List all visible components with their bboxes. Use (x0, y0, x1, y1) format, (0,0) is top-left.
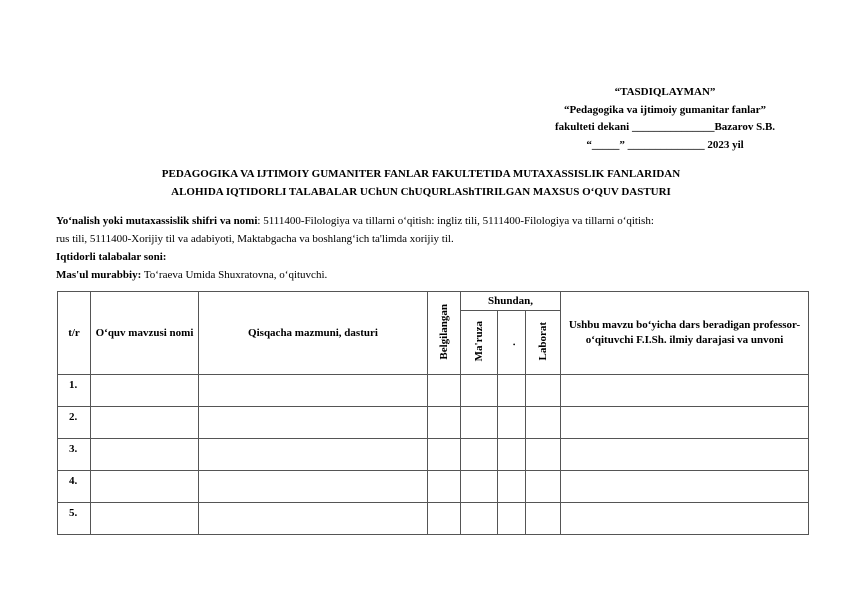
mentor-line (56, 266, 796, 284)
header-allocated-cell (428, 292, 461, 375)
header-practical-cell (498, 311, 526, 375)
cell-content[interactable] (199, 503, 428, 535)
cell-topic[interactable] (91, 375, 199, 407)
title-line-1: PEDAGOGIKA VA IJTIMOIY GUMANITER FANLAR FAKULTETIDA MUTAXASSISLIK FANLARIDAN (161, 168, 681, 180)
cell-practical[interactable] (498, 407, 526, 439)
header-allocated: Belgilangan (438, 303, 450, 360)
header-lab: Laborat (537, 321, 550, 361)
cell-allocated[interactable] (428, 375, 461, 407)
cell-lab[interactable] (526, 503, 561, 535)
cell-teacher[interactable] (561, 503, 809, 535)
cell-lab[interactable] (526, 375, 561, 407)
cell-teacher[interactable] (561, 439, 809, 471)
table-row (58, 503, 809, 535)
cell-allocated[interactable] (428, 503, 461, 535)
approval-block (520, 84, 810, 154)
approval-line-1: “TASDIQLAYMAN” (614, 86, 716, 98)
cell-practical[interactable] (498, 503, 526, 535)
students-label: Iqtidorli talabalar soni: (56, 251, 167, 263)
title-line-2: ALOHIDA IQTIDORLI TALABALAR UChUN ChUQURLAShTIRILGAN MAXSUS O‘QUV DASTURI (171, 186, 671, 198)
header-num: t/r (58, 292, 91, 375)
table-row (58, 375, 809, 407)
cell-lab[interactable] (526, 439, 561, 471)
mentor-value: To‘raeva Umida Shuxratovna, o‘qituvchi. (141, 269, 328, 281)
cell-allocated[interactable] (428, 471, 461, 503)
cell-practical[interactable] (498, 471, 526, 503)
table-row (58, 407, 809, 439)
cell-teacher[interactable] (561, 375, 809, 407)
cell-content[interactable] (199, 407, 428, 439)
header-lecture: Ma'ruza (473, 320, 485, 362)
direction-line-2: rus tili, 5111400-Xorijiy til va adabiyoti, Maktabgacha va boshlang‘ich ta'limda xorijiy til. (56, 233, 454, 245)
header-topic: O‘quv mavzusi nomi (91, 292, 199, 375)
cell-lecture[interactable] (461, 439, 498, 471)
cell-lecture[interactable] (461, 375, 498, 407)
cell-lecture[interactable] (461, 503, 498, 535)
cell-content[interactable] (199, 439, 428, 471)
cell-content[interactable] (199, 471, 428, 503)
cell-practical[interactable] (498, 375, 526, 407)
row-number: 2. (58, 407, 91, 439)
header-row-top (58, 292, 809, 311)
direction-line-1 (56, 212, 796, 230)
cell-lecture[interactable] (461, 471, 498, 503)
table-row (58, 471, 809, 503)
cell-allocated[interactable] (428, 439, 461, 471)
cell-content[interactable] (199, 375, 428, 407)
header-teacher: Ushbu mavzu bo‘yicha dars beradigan professor-o‘qituvchi F.I.Sh. ilmiy darajasi va unvoni (561, 292, 809, 375)
cell-teacher[interactable] (561, 471, 809, 503)
document-title (60, 165, 782, 201)
header-lab-cell (526, 311, 561, 375)
row-number: 5. (58, 503, 91, 535)
mentor-label: Mas'ul murabbiy: (56, 269, 142, 281)
header-content: Qisqacha mazmuni, dasturi (199, 292, 428, 375)
row-number: 3. (58, 439, 91, 471)
cell-topic[interactable] (91, 471, 199, 503)
approval-line-4: “_____” ______________ 2023 yil (586, 138, 744, 151)
curriculum-table (57, 291, 809, 535)
row-number: 1. (58, 375, 91, 407)
cell-topic[interactable] (91, 407, 199, 439)
header-practical: . (505, 342, 518, 346)
cell-teacher[interactable] (561, 407, 809, 439)
table-row (58, 439, 809, 471)
header-lecture-cell (461, 311, 498, 375)
header-of-which: Shundan, (461, 292, 561, 311)
info-block (56, 212, 796, 284)
cell-topic[interactable] (91, 503, 199, 535)
cell-lecture[interactable] (461, 407, 498, 439)
cell-lab[interactable] (526, 407, 561, 439)
approval-line-2: “Pedagogika va ijtimoiy gumanitar fanlar” (563, 103, 767, 116)
direction-value-1: : 5111400-Filologiya va tillarni o‘qitish: ingliz tili, 5111400-Filologiya va tillarni o‘qitish: (257, 215, 654, 227)
row-number: 4. (58, 471, 91, 503)
cell-practical[interactable] (498, 439, 526, 471)
approval-line-3: fakulteti dekani _______________Bazarov S.B. (554, 121, 776, 133)
students-line (56, 248, 796, 266)
cell-lab[interactable] (526, 471, 561, 503)
cell-allocated[interactable] (428, 407, 461, 439)
cell-topic[interactable] (91, 439, 199, 471)
direction-label: Yo‘nalish yoki mutaxassislik shifri va nomi (56, 215, 258, 227)
